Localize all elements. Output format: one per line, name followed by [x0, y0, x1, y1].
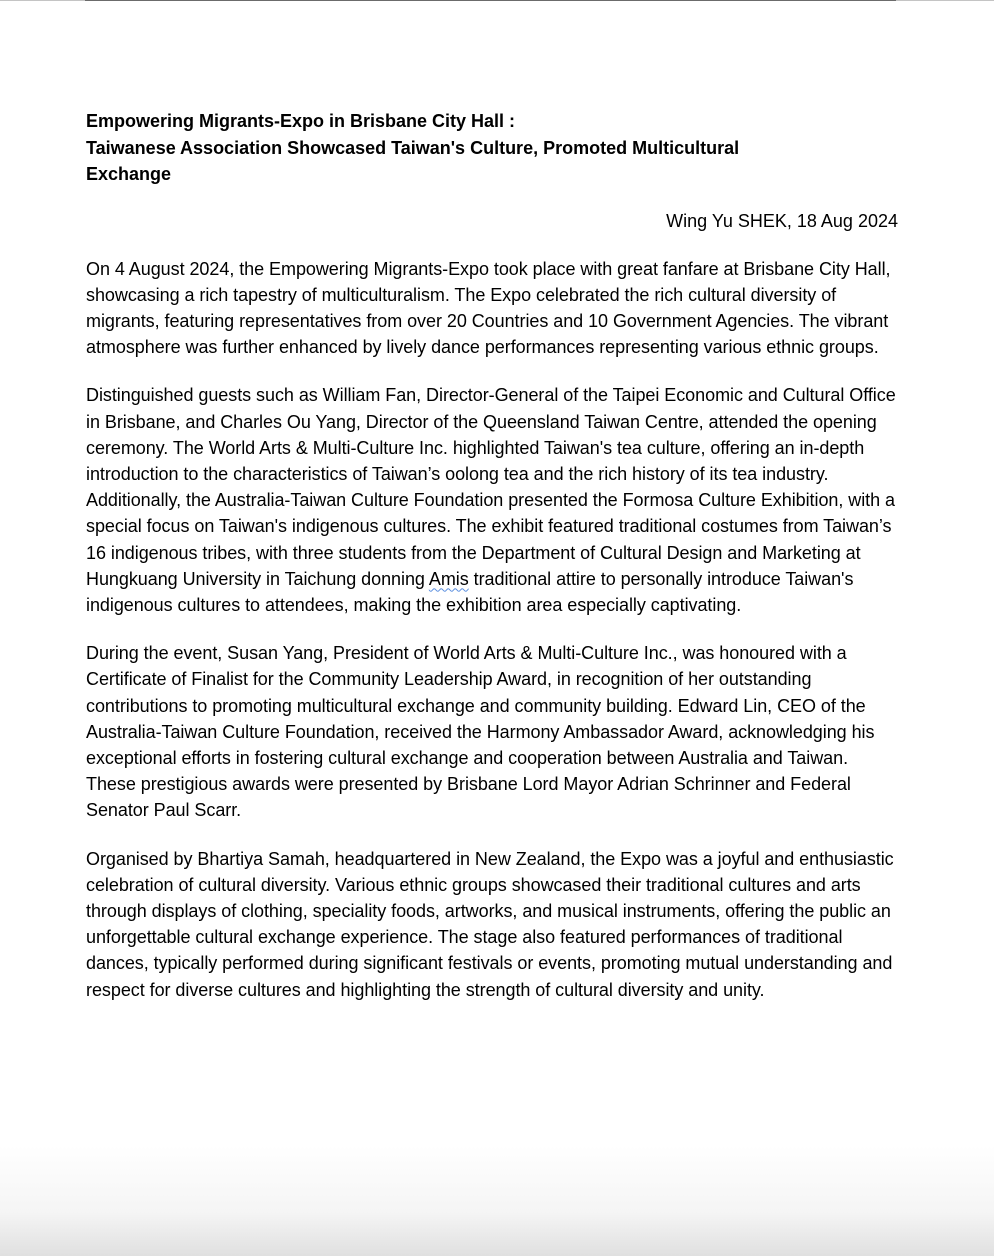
page-bottom-shadow	[0, 1146, 994, 1256]
paragraph-2-text-after: traditional attire to personally introduce Taiwan's indigenous cultures to attendees, making the exhibition area especially captivating.	[86, 568, 854, 615]
byline: Wing Yu SHEK, 18 Aug 2024	[666, 210, 898, 231]
paragraph-4: Organised by Bhartiya Samah, headquartered in New Zealand, the Expo was a joyful and enthusiastic celebration of cultural diversity. Various ethnic groups showcased their traditional cultures and arts through displays of clothing, speciality foods, artworks, and musical instruments, offering the public an unforgettable cultural exchange experience. The stage also featured performances of traditional dances, typically performed during significant festivals or events, promoting mutual understanding and respect for diverse cultures and highlighting the strength of cultural diversity and unity.	[86, 848, 894, 1000]
spellcheck-flagged-word[interactable]: Amis	[428, 568, 469, 589]
paragraph-2	[86, 382, 898, 618]
title-line-2: Taiwanese Association Showcased Taiwan's Culture, Promoted Multicultural	[86, 137, 740, 158]
page-top-border	[85, 0, 896, 1]
title-line-3: Exchange	[86, 164, 172, 184]
document-title	[86, 108, 898, 188]
paragraph-3: During the event, Susan Yang, President of World Arts & Multi-Culture Inc., was honoured with a Certificate of Finalist for the Community Leadership Award, in recognition of her outstanding contributions to promoting multicultural exchange and community building. Edward Lin, CEO of the Australia-Taiwan Culture Foundation, received the Harmony Ambassador Award, acknowledging his exceptional efforts in fostering cultural exchange and cooperation between Australia and Taiwan. These prestigious awards were presented by Brisbane Lord Mayor Adrian Schrinner and Federal Senator Paul Scarr.	[86, 643, 875, 821]
document-page[interactable]	[86, 108, 898, 1003]
paragraph-2-text-before: Distinguished guests such as William Fan, Director-General of the Taipei Economic and Cultural Office in Brisbane, and Charles Ou Yang, Director of the Queensland Taiwan Centre, attended the opening ceremony. The World Arts & Multi-Culture Inc. highlighted Taiwan's tea culture, offering an in-depth introduction to the characteristics of Taiwan’s oolong tea and the rich history of its tea industry. Additionally, the Australia-Taiwan Culture Foundation presented the Formosa Culture Exhibition, with a special focus on Taiwan's indigenous cultures. The exhibit featured traditional costumes from Taiwan’s 16 indigenous tribes, with three students from the Department of Cultural Design and Marketing at Hungkuang University in Taichung donning	[86, 385, 896, 589]
title-line-1: Empowering Migrants-Expo in Brisbane City Hall :	[86, 111, 516, 131]
paragraph-1: On 4 August 2024, the Empowering Migrants-Expo took place with great fanfare at Brisbane City Hall, showcasing a rich tapestry of multiculturalism. The Expo celebrated the rich cultural diversity of migrants, featuring representatives from over 20 Countries and 10 Government Agencies. The vibrant atmosphere was further enhanced by lively dance performances representing various ethnic groups.	[86, 258, 891, 358]
